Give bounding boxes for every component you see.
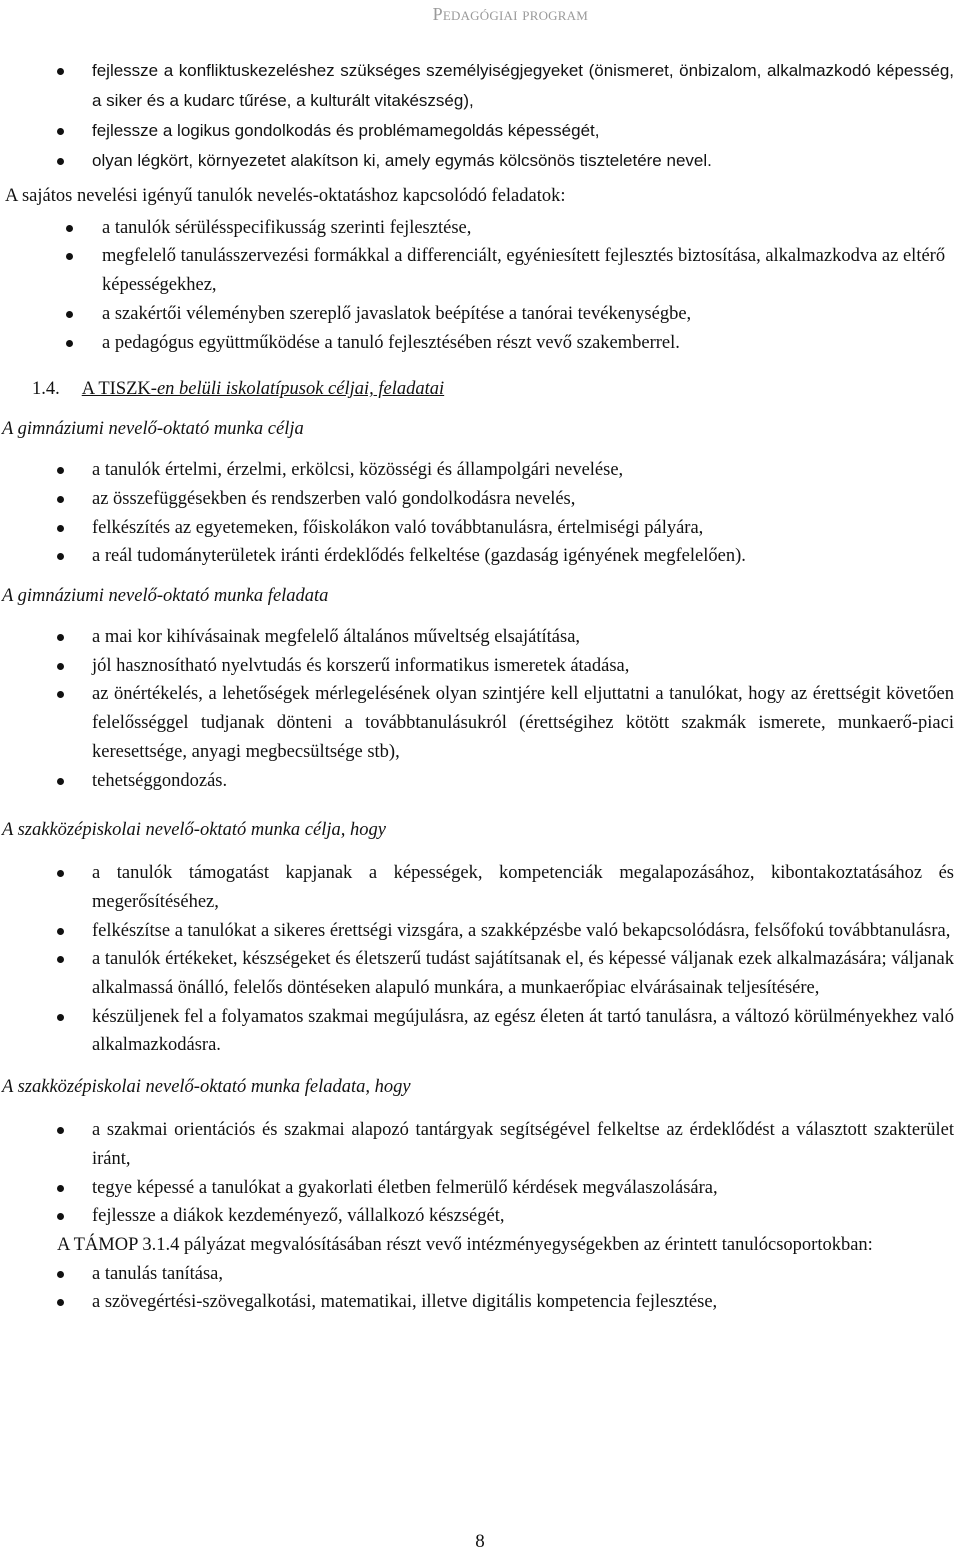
bullet-icon [57, 1127, 64, 1134]
list-item: a tanulás tanítása, [0, 1260, 954, 1289]
gym-task-heading: A gimnáziumi nevelő-oktató munka feladata [2, 586, 329, 607]
list-item: fejlessze a diákok kezdeményező, vállalkozó készségét, [0, 1202, 954, 1231]
list-item: a szakértői véleményben szereplő javaslatok beépítése a tanórai tevékenységbe, [0, 300, 954, 329]
section-heading [0, 374, 960, 404]
bullet-icon [57, 1014, 64, 1021]
page-number: 8 [475, 1531, 485, 1552]
section-title: en belüli iskolatípusok céljai, feladatai [156, 379, 445, 400]
list-item: a szakmai orientációs és szakmai alapozó tantárgyak segítségével felkeltse az érdeklődést a választott szakterület iránt, [0, 1116, 954, 1173]
special-needs-intro: A sajátos nevelési igényű tanulók nevelés-oktatáshoz kapcsolódó feladatok: [5, 186, 566, 206]
list-item: fejlessze a konfliktuskezeléshez szükséges személyiségjegyeket (önismeret, önbizalom, alkalmazkodó képesség, a siker és a kudarc tűrése, a kulturált vitakészség), [0, 56, 954, 116]
bullet-icon [57, 691, 64, 698]
bullet-icon [57, 525, 64, 532]
bullet-icon [57, 1185, 64, 1192]
gym-goal-list [0, 456, 960, 571]
list-item: az önértékelés, a lehetőségek mérlegelésének olyan szintjére kell eljuttatni a tanulókat, hogy az érettségit követően felelősséggel tudjanak dönteni a továbbtanulásukról (érettségihez kötött szakmák ismerete, munkaerő-piaci keresettsége, anyagi megbecsültsége stb), [0, 680, 954, 766]
list-item: a szövegértési-szövegalkotási, matematikai, illetve digitális kompetencia fejlesztése, [0, 1288, 954, 1317]
page-header: Pedagógiai program [432, 4, 588, 24]
list-item: tegye képessé a tanulókat a gyakorlati életben felmerülő kérdések megválaszolására, [0, 1174, 954, 1203]
bullet-icon [66, 253, 73, 260]
bullet-icon [57, 663, 64, 670]
gym-goal-heading: A gimnáziumi nevelő-oktató munka célja [2, 419, 304, 440]
bullet-icon [57, 1213, 64, 1220]
list-item: az összefüggésekben és rendszerben való gondolkodásra nevelés, [0, 485, 954, 514]
list-item: a reál tudományterületek iránti érdeklődés felkeltése (gazdaság igényének megfelelően). [0, 542, 954, 571]
list-item: tehetséggondozás. [0, 767, 954, 796]
section-title-prefix: A TISZK- [81, 379, 157, 400]
vocational-task-heading: A szakközépiskolai nevelő-oktató munka feladata, hogy [2, 1077, 411, 1098]
bullet-icon [57, 553, 64, 560]
list-item: a tanulók sérülésspecifikusság szerinti fejlesztése, [0, 214, 954, 243]
bullet-icon [57, 870, 64, 877]
list-item: megfelelő tanulásszervezési formákkal a differenciált, egyéniesített fejlesztés biztosítása, alkalmazkodva az eltérő képességekhez, [0, 242, 954, 299]
list-item: jól hasznosítható nyelvtudás és korszerű informatikus ismeretek átadása, [0, 652, 954, 681]
bullet-icon [66, 311, 73, 318]
document-body [0, 56, 960, 1317]
list-item: a tanulók értékeket, készségeket és életszerű tudást sajátítsanak el, és képessé váljanak ezek alkalmazására; váljanak alkalmassá önálló, felelős döntéseken alapuló munkára, a munkaerőpiac elvárásainak teljesítésére, [0, 945, 954, 1002]
tamop-paragraph: A TÁMOP 3.1.4 pályázat megvalósításában részt vevő intézményegységekben az érintett tanulócsoportokban: [57, 1234, 873, 1255]
section-number: 1.4. [32, 379, 60, 400]
bullet-icon [57, 128, 64, 135]
bullet-icon [66, 340, 73, 347]
vocational-goal-list [0, 859, 960, 1060]
list-item: fejlessze a logikus gondolkodás és problémamegoldás képességét, [0, 116, 954, 146]
bullet-icon [57, 778, 64, 785]
bullet-icon [57, 1299, 64, 1306]
list-item: olyan légkört, környezetet alakítson ki, amely egymás kölcsönös tiszteletére nevel. [0, 146, 954, 176]
tamop-list [0, 1260, 960, 1317]
list-item: a tanulók értelmi, érzelmi, erkölcsi, közösségi és állampolgári nevelése, [0, 456, 954, 485]
list-item: készüljenek fel a folyamatos szakmai megújulásra, az egész életen át tartó tanulásra, a változó körülményekhez való alkalmazkodásra. [0, 1003, 954, 1060]
bullet-icon [57, 68, 64, 75]
special-needs-list [0, 214, 960, 358]
vocational-goal-heading: A szakközépiskolai nevelő-oktató munka célja, hogy [2, 820, 386, 841]
bullet-icon [57, 956, 64, 963]
list-item: a mai kor kihívásainak megfelelő általános műveltség elsajátítása, [0, 623, 954, 652]
bullet-icon [57, 634, 64, 641]
bullet-icon [57, 158, 64, 165]
bullet-icon [57, 928, 64, 935]
personality-goals-list [0, 56, 960, 176]
bullet-icon [57, 467, 64, 474]
bullet-icon [57, 496, 64, 503]
vocational-task-list [0, 1116, 960, 1231]
bullet-icon [66, 225, 73, 232]
list-item: a pedagógus együttműködése a tanuló fejlesztésében részt vevő szakemberrel. [0, 329, 954, 358]
list-item: felkészítés az egyetemeken, főiskolákon való továbbtanulásra, értelmiségi pályára, [0, 514, 954, 543]
list-item: felkészítse a tanulókat a sikeres érettségi vizsgára, a szakképzésbe való bekapcsolódásra, felsőfokú továbbtanulásra, [0, 917, 954, 946]
gym-task-list [0, 623, 960, 795]
list-item: a tanulók támogatást kapjanak a képességek, kompetenciák megalapozásához, kibontakoztatásához és megerősítéséhez, [0, 859, 954, 916]
bullet-icon [57, 1271, 64, 1278]
